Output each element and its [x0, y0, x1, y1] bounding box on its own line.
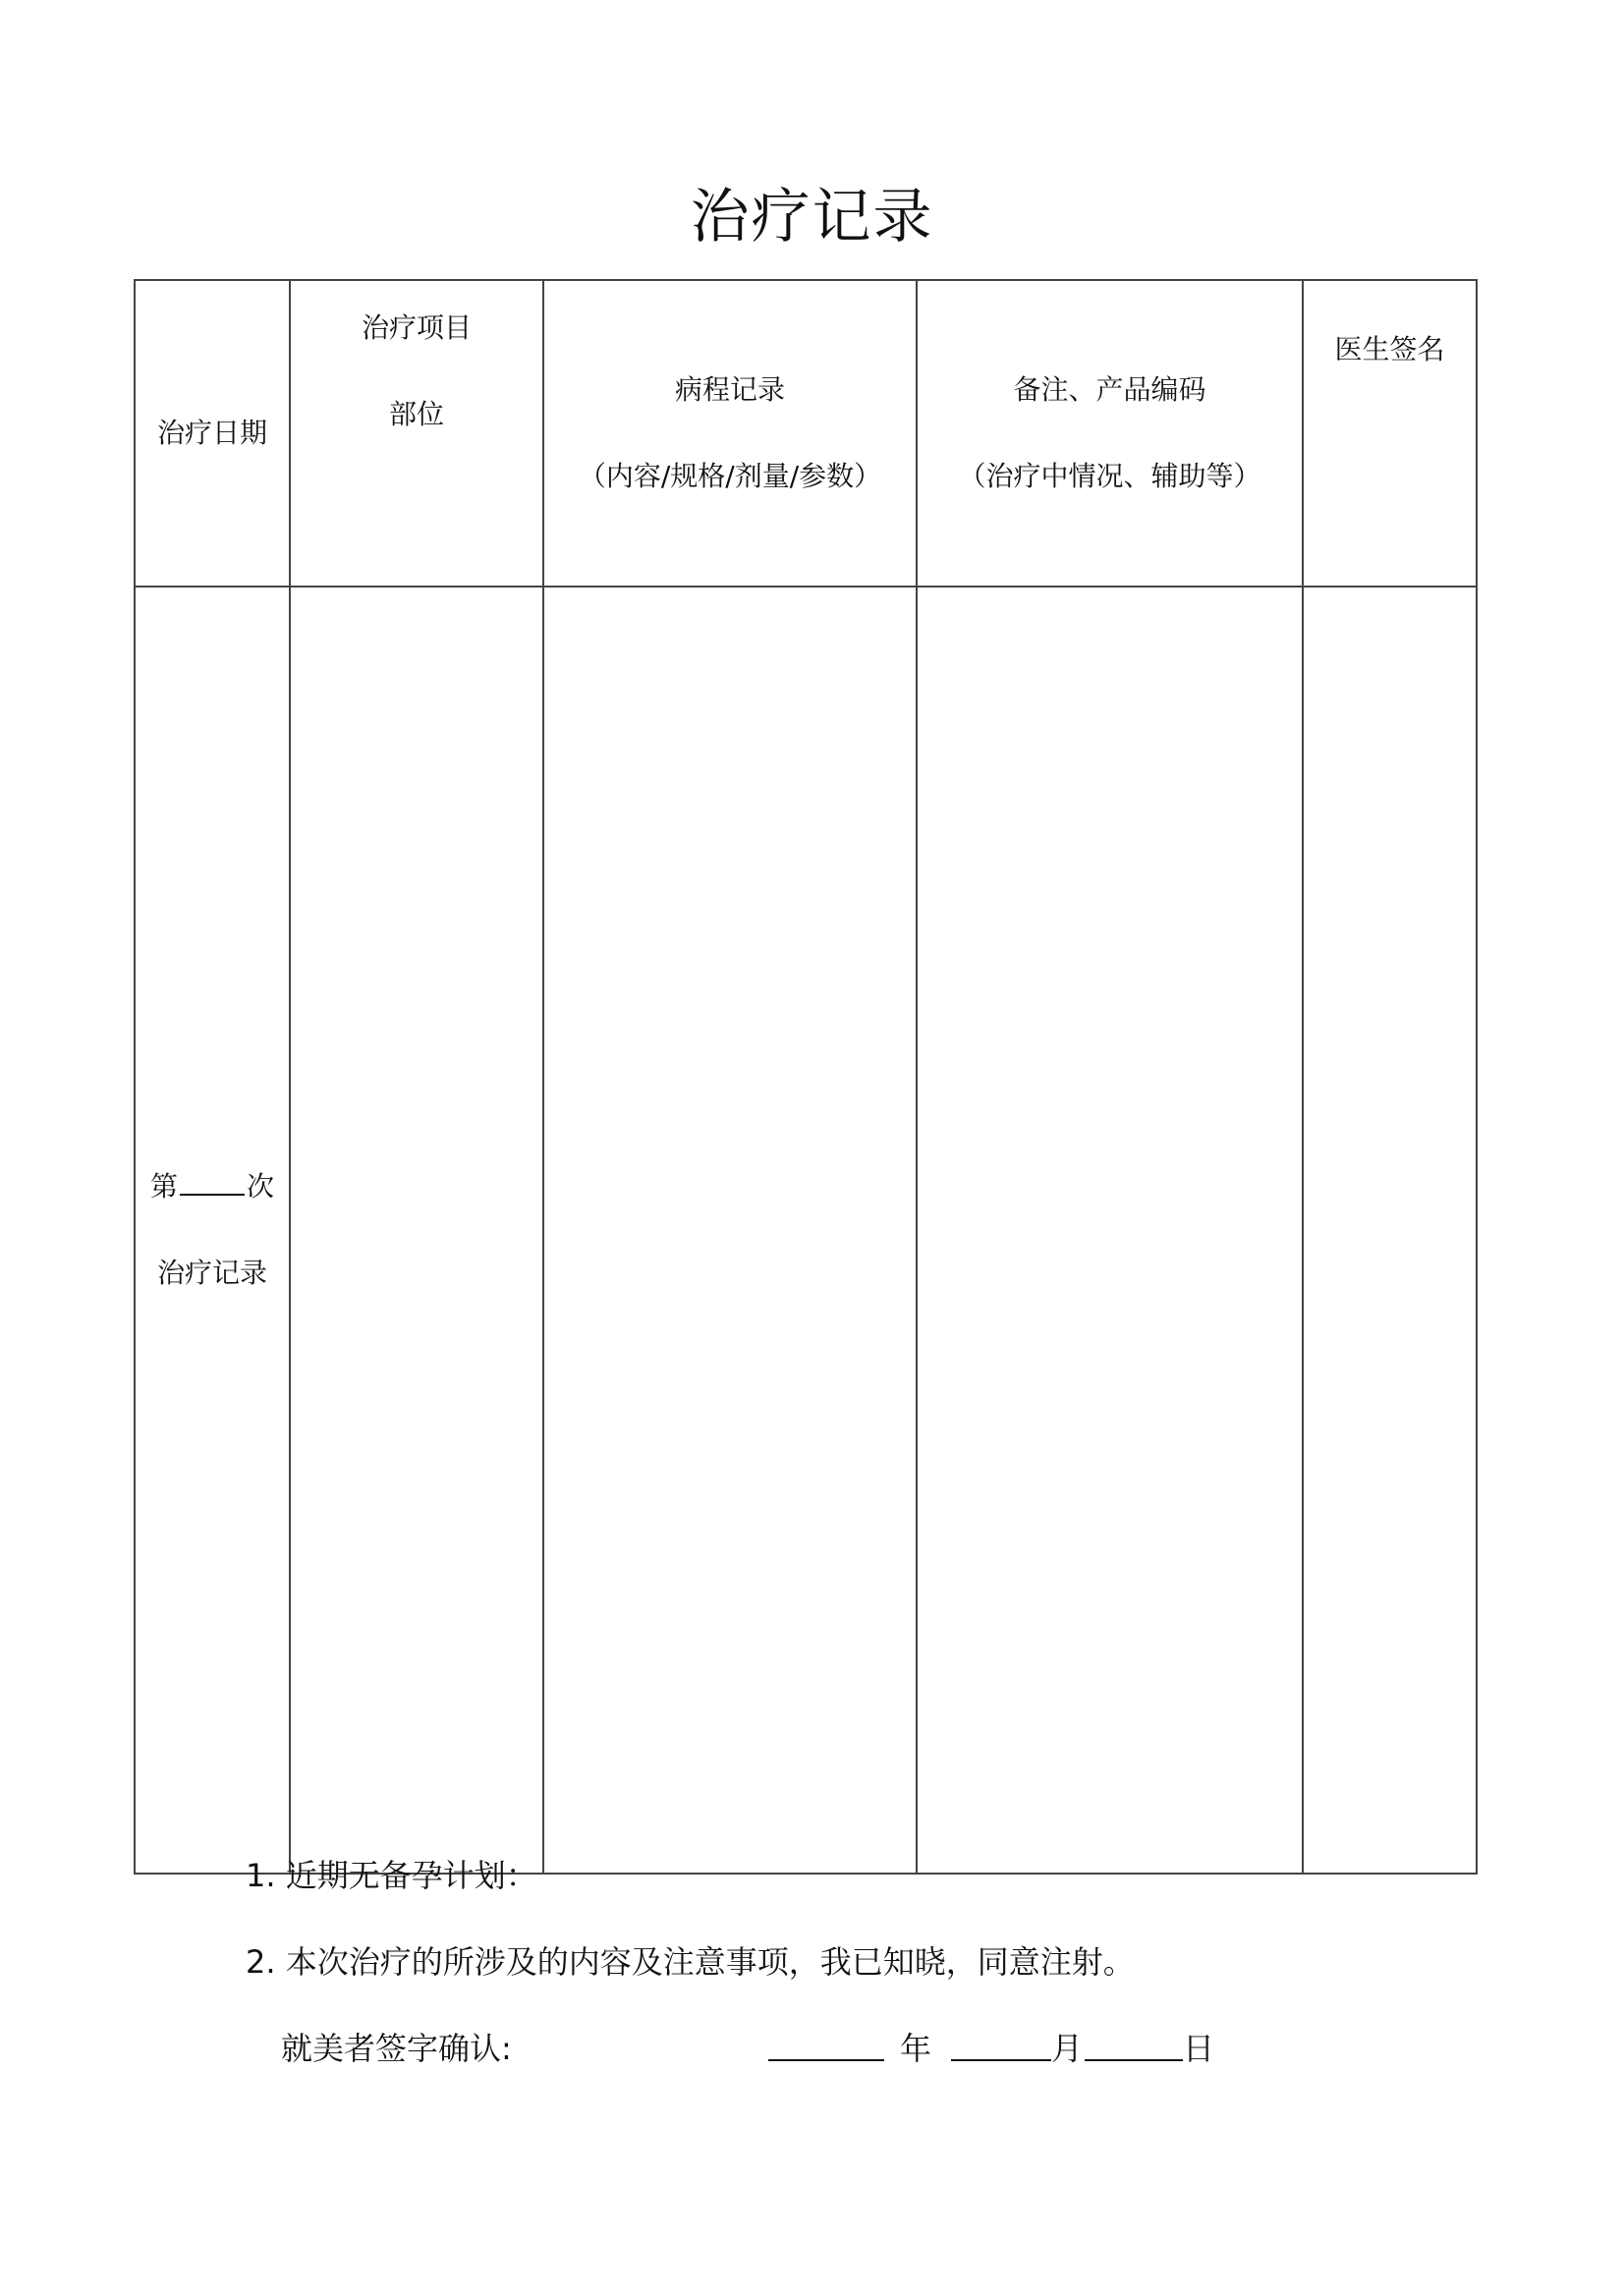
header-notes-label: 备注、产品编码 [1013, 373, 1206, 406]
header-notes-sublabel: （治疗中情况、辅助等） [958, 460, 1261, 492]
month-field[interactable] [951, 2024, 1051, 2061]
header-treatment-date [135, 280, 290, 587]
treatment-record-table [134, 279, 1478, 1875]
day-label: 日 [1183, 2030, 1215, 2067]
course-record-cell[interactable] [543, 587, 917, 1874]
month-label: 月 [1051, 2030, 1084, 2067]
session-prefix: 第 [149, 1170, 178, 1203]
header-course-record-sublabel: （内容/规格/剂量/参数） [578, 460, 882, 492]
session-number-line [136, 1144, 289, 1230]
header-doctor-signature [1303, 280, 1477, 587]
session-label-cell [135, 587, 290, 1874]
doctor-signature-cell[interactable] [1303, 587, 1477, 1874]
signature-label: 就美者签字确认: [281, 2030, 512, 2067]
header-body-part-label: 部位 [388, 398, 444, 430]
header-treatment-item [290, 280, 543, 587]
header-treatment-date-label: 治疗日期 [156, 417, 267, 449]
session-suffix: 次 [247, 1170, 275, 1203]
signature-row [281, 2024, 1362, 2067]
year-label: 年 [900, 2030, 932, 2067]
treatment-item-cell[interactable] [290, 587, 543, 1874]
year-field[interactable] [768, 2024, 884, 2061]
header-course-record-label: 病程记录 [674, 373, 785, 406]
table-row [135, 587, 1477, 1874]
day-field[interactable] [1085, 2024, 1183, 2061]
header-doctor-signature-label: 医生签名 [1334, 333, 1445, 365]
session-number-blank[interactable] [180, 1166, 245, 1196]
header-treatment-item-label: 治疗项目 [361, 311, 472, 344]
no-pregnancy-plan-statement: 1. 近期无备孕计划： [246, 1857, 537, 1894]
header-notes [917, 280, 1303, 587]
notes-cell[interactable] [917, 587, 1303, 1874]
consent-statement: 2. 本次治疗的所涉及的内容及注意事项，我已知晓，同意注射。 [246, 1943, 1135, 1981]
table-header-row [135, 280, 1477, 587]
session-label-line2: 治疗记录 [156, 1257, 267, 1289]
page-title: 治疗记录 [690, 183, 934, 252]
header-course-record [543, 280, 917, 587]
